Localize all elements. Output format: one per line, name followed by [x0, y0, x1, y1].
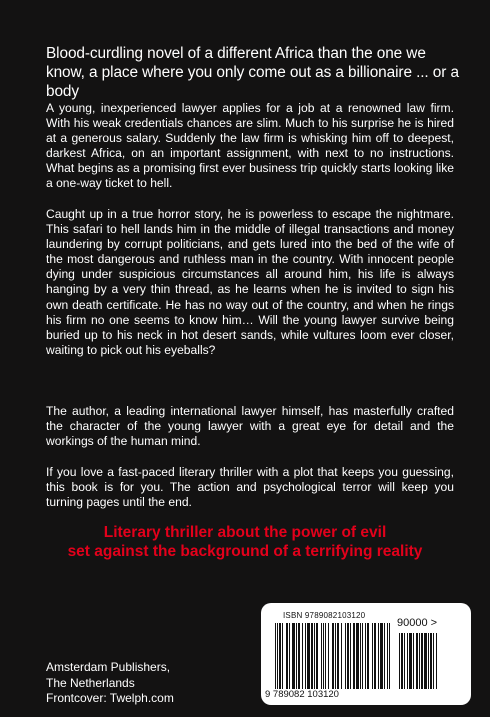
isbn-label: ISBN 9789082103120: [283, 611, 366, 620]
tagline-line-2: set against the background of a terrifying reality: [67, 543, 423, 560]
tagline: [40, 523, 450, 561]
barcode-panel: [261, 603, 471, 705]
headline: Blood-curdling novel of a different Africa than the one we know, a place where you only come out as a billionaire ... or a body: [46, 45, 459, 100]
blurb-paragraph-1: A young, inexperienced lawyer applies for a job at a renowned law firm. With his weak credentials chances are slim. Much to his surprise he is hired at a generous salary. Suddenly the law firm is whisking him off to deepest, darkest Africa, on an important assignment, with next to no instructions. What begins as a promising first ever business trip quickly starts looking like a one-way ticket to hell.: [46, 101, 454, 191]
isbn-digits: 9 789082 103120: [265, 689, 339, 700]
blurb-paragraph-2: Caught up in a true horror story, he is powerless to escape the nightmare. This safari to hell lands him in the middle of illegal transactions and money laundering by corrupt politicians, and gets lured into the bed of the wife of the most dangerous and ruthless man in the country. With innocent people dying under suspicious circumstances all around him, his life is always hanging by a very thin thread, as he learns when he is invited to sign his own death certificate. He has no way out of the country, and when he rings his firm no one seems to know him… Will the young lawyer survive being buried up to his neck in hot desert sands, while vultures loom ever closer, waiting to pick out his eyeballs?: [46, 207, 454, 357]
publisher-info: [46, 660, 174, 707]
tagline-line-1: Literary thriller about the power of evil: [103, 524, 387, 541]
price-code: 90000 >: [397, 617, 438, 629]
blurb-paragraph-3: The author, a leading international lawyer himself, has masterfully crafted the character of the young lawyer with a great eye for detail and the workings of the human mind.: [46, 404, 454, 449]
publisher-country: The Netherlands: [46, 675, 135, 690]
publisher-name: Amsterdam Publishers,: [46, 660, 171, 674]
cover-credit: Frontcover: Twelph.com: [46, 691, 174, 705]
blurb-paragraph-4: If you love a fast-paced literary thriller with a plot that keeps you guessing, this book is for you. The action and psychological terror will keep you turning pages until the end.: [46, 465, 454, 510]
